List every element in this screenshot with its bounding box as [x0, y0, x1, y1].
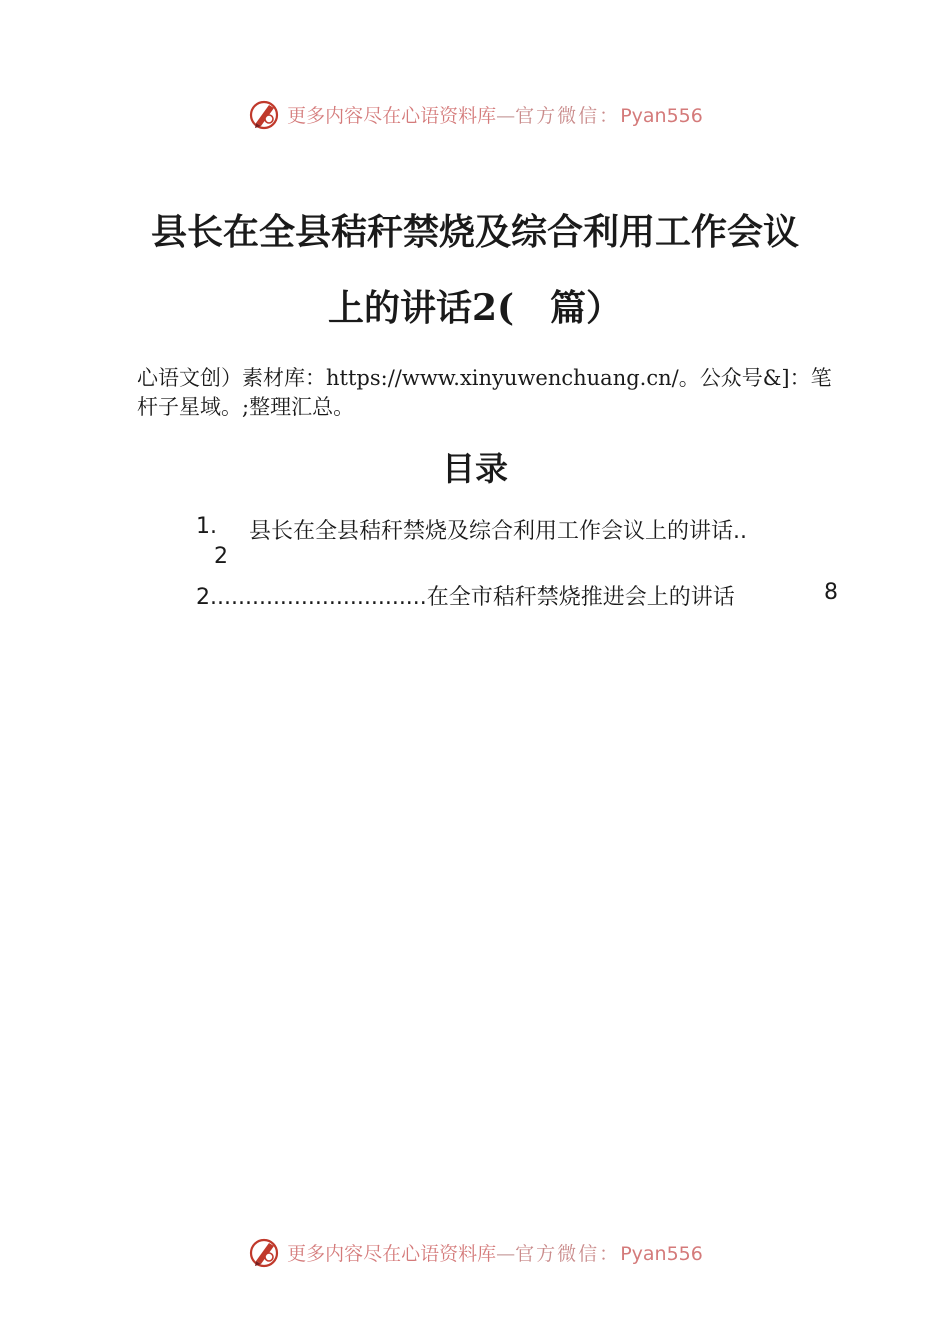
source-note: 心语文创）素材库：https://www.xinyuwenchuang.cn/。公众号&]：笔杆子星域。;整理汇总。: [137, 366, 832, 419]
footer-banner: [0, 1232, 950, 1272]
banner-slogan: 更多内容尽在心语资料库: [287, 104, 497, 127]
banner-text: [287, 101, 703, 128]
banner-dash: —: [496, 104, 516, 127]
banner-slogan: 更多内容尽在心语资料库: [287, 1242, 497, 1265]
banner-wechat-label: 官方微信：: [515, 104, 621, 127]
toc-item-2[interactable]: [196, 580, 856, 614]
toc-item-1[interactable]: [196, 514, 856, 580]
banner-wechat-id: Pyan556: [620, 1242, 703, 1265]
banner-wechat-id: Pyan556: [620, 104, 703, 127]
banner-text: [287, 1239, 703, 1266]
toc-heading: 目录: [442, 449, 508, 488]
toc-item-page: 2: [214, 544, 228, 569]
toc-item-leader: ...............................: [210, 585, 427, 610]
toc-item-number: 1.: [196, 514, 217, 539]
toc-item-number: 2: [196, 585, 210, 610]
toc-item-page: 8: [824, 580, 838, 605]
toc-item-text: 县长在全县秸秆禁烧及综合利用工作会议上的讲话..: [249, 519, 747, 544]
pen-circle-logo-icon: [247, 97, 281, 131]
table-of-contents: [196, 514, 856, 614]
toc-item-text: 在全市秸秆禁烧推进会上的讲话: [426, 585, 735, 610]
banner-wechat-label: 官方微信：: [515, 1242, 621, 1265]
pen-circle-logo-icon: [247, 1235, 281, 1269]
document-title-line-2: 上的讲话2( 篇）: [327, 287, 623, 329]
document-title-line-1: 县长在全县秸秆禁烧及综合利用工作会议: [150, 211, 799, 253]
banner-dash: —: [496, 1242, 516, 1265]
header-banner: [0, 94, 950, 134]
